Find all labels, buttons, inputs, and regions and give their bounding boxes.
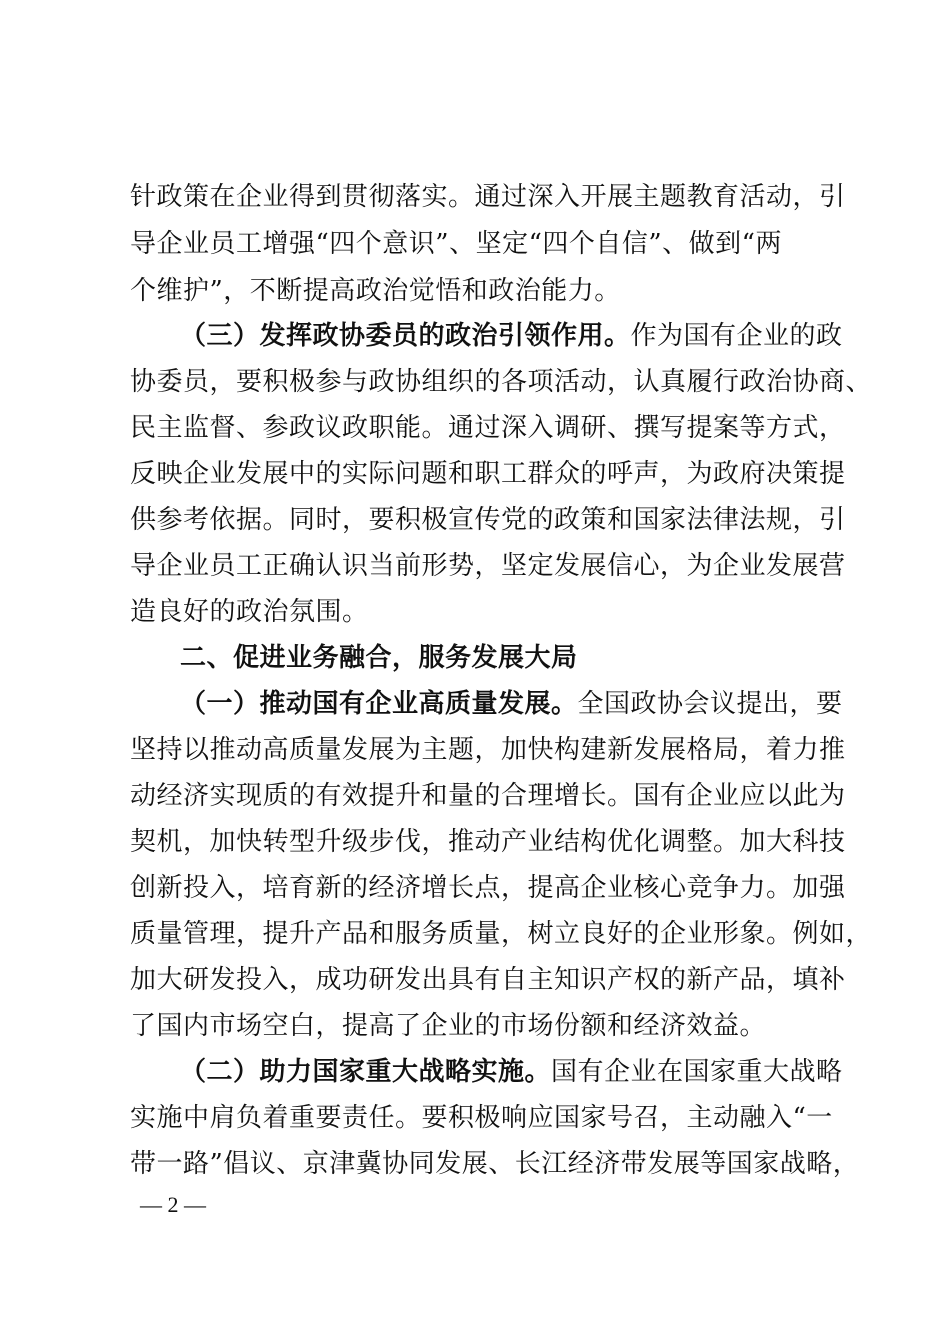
subsection-heading: （一）推动国有企业高质量发展。 xyxy=(180,689,578,719)
text-line: 导企业员工增强“四个意识”、坚定“四个自信”、做到“两 xyxy=(130,229,782,259)
paragraph-first-line xyxy=(180,319,843,353)
text-line: 民主监督、参政议政职能。通过深入调研、撰写提案等方式， xyxy=(130,413,846,443)
text-span: 国有企业在国家重大战略 xyxy=(551,1057,843,1087)
text-line: 带一路”倡议、京津冀协同发展、长江经济带发展等国家战略， xyxy=(130,1149,860,1179)
text-line: 导企业员工正确认识当前形势，坚定发展信心，为企业发展营 xyxy=(130,551,846,581)
text-line: 针政策在企业得到贯彻落实。通过深入开展主题教育活动，引 xyxy=(130,182,846,212)
text-line: 反映企业发展中的实际问题和职工群众的呼声，为政府决策提 xyxy=(130,459,846,489)
subsection-heading: （二）助力国家重大战略实施。 xyxy=(180,1057,552,1087)
text-span: 全国政协会议提出，要 xyxy=(577,689,843,719)
text-span: 作为国有企业的政 xyxy=(630,321,843,351)
text-line: 加大研发投入，成功研发出具有自主知识产权的新产品，填补 xyxy=(130,965,846,995)
text-line: 质量管理，提升产品和服务质量，树立良好的企业形象。例如， xyxy=(130,919,873,949)
text-line: 协委员，要积极参与政协组织的各项活动，认真履行政治协商、 xyxy=(130,367,873,397)
text-line: 供参考依据。同时，要积极宣传党的政策和国家法律法规，引 xyxy=(130,505,846,535)
paragraph-first-line xyxy=(180,1055,843,1089)
text-line: 实施中肩负着重要责任。要积极响应国家号召，主动融入“一 xyxy=(130,1103,833,1133)
paragraph-first-line xyxy=(180,687,843,721)
text-line: 个维护”，不断提高政治觉悟和政治能力。 xyxy=(130,276,621,306)
text-line: 坚持以推动高质量发展为主题，加快构建新发展格局，着力推 xyxy=(130,735,846,765)
subsection-heading: （三）发挥政协委员的政治引领作用。 xyxy=(180,321,631,351)
section-heading: 二、促进业务融合，服务发展大局 xyxy=(180,643,578,673)
text-line: 动经济实现质的有效提升和量的合理增长。国有企业应以此为 xyxy=(130,781,846,811)
page-number: — 2 — xyxy=(140,1192,206,1217)
text-line: 契机，加快转型升级步伐，推动产业结构优化调整。加大科技 xyxy=(130,827,846,857)
text-line: 了国内市场空白，提高了企业的市场份额和经济效益。 xyxy=(130,1011,767,1041)
text-line: 造良好的政治氛围。 xyxy=(130,597,369,627)
text-line: 创新投入，培育新的经济增长点，提高企业核心竞争力。加强 xyxy=(130,873,846,903)
